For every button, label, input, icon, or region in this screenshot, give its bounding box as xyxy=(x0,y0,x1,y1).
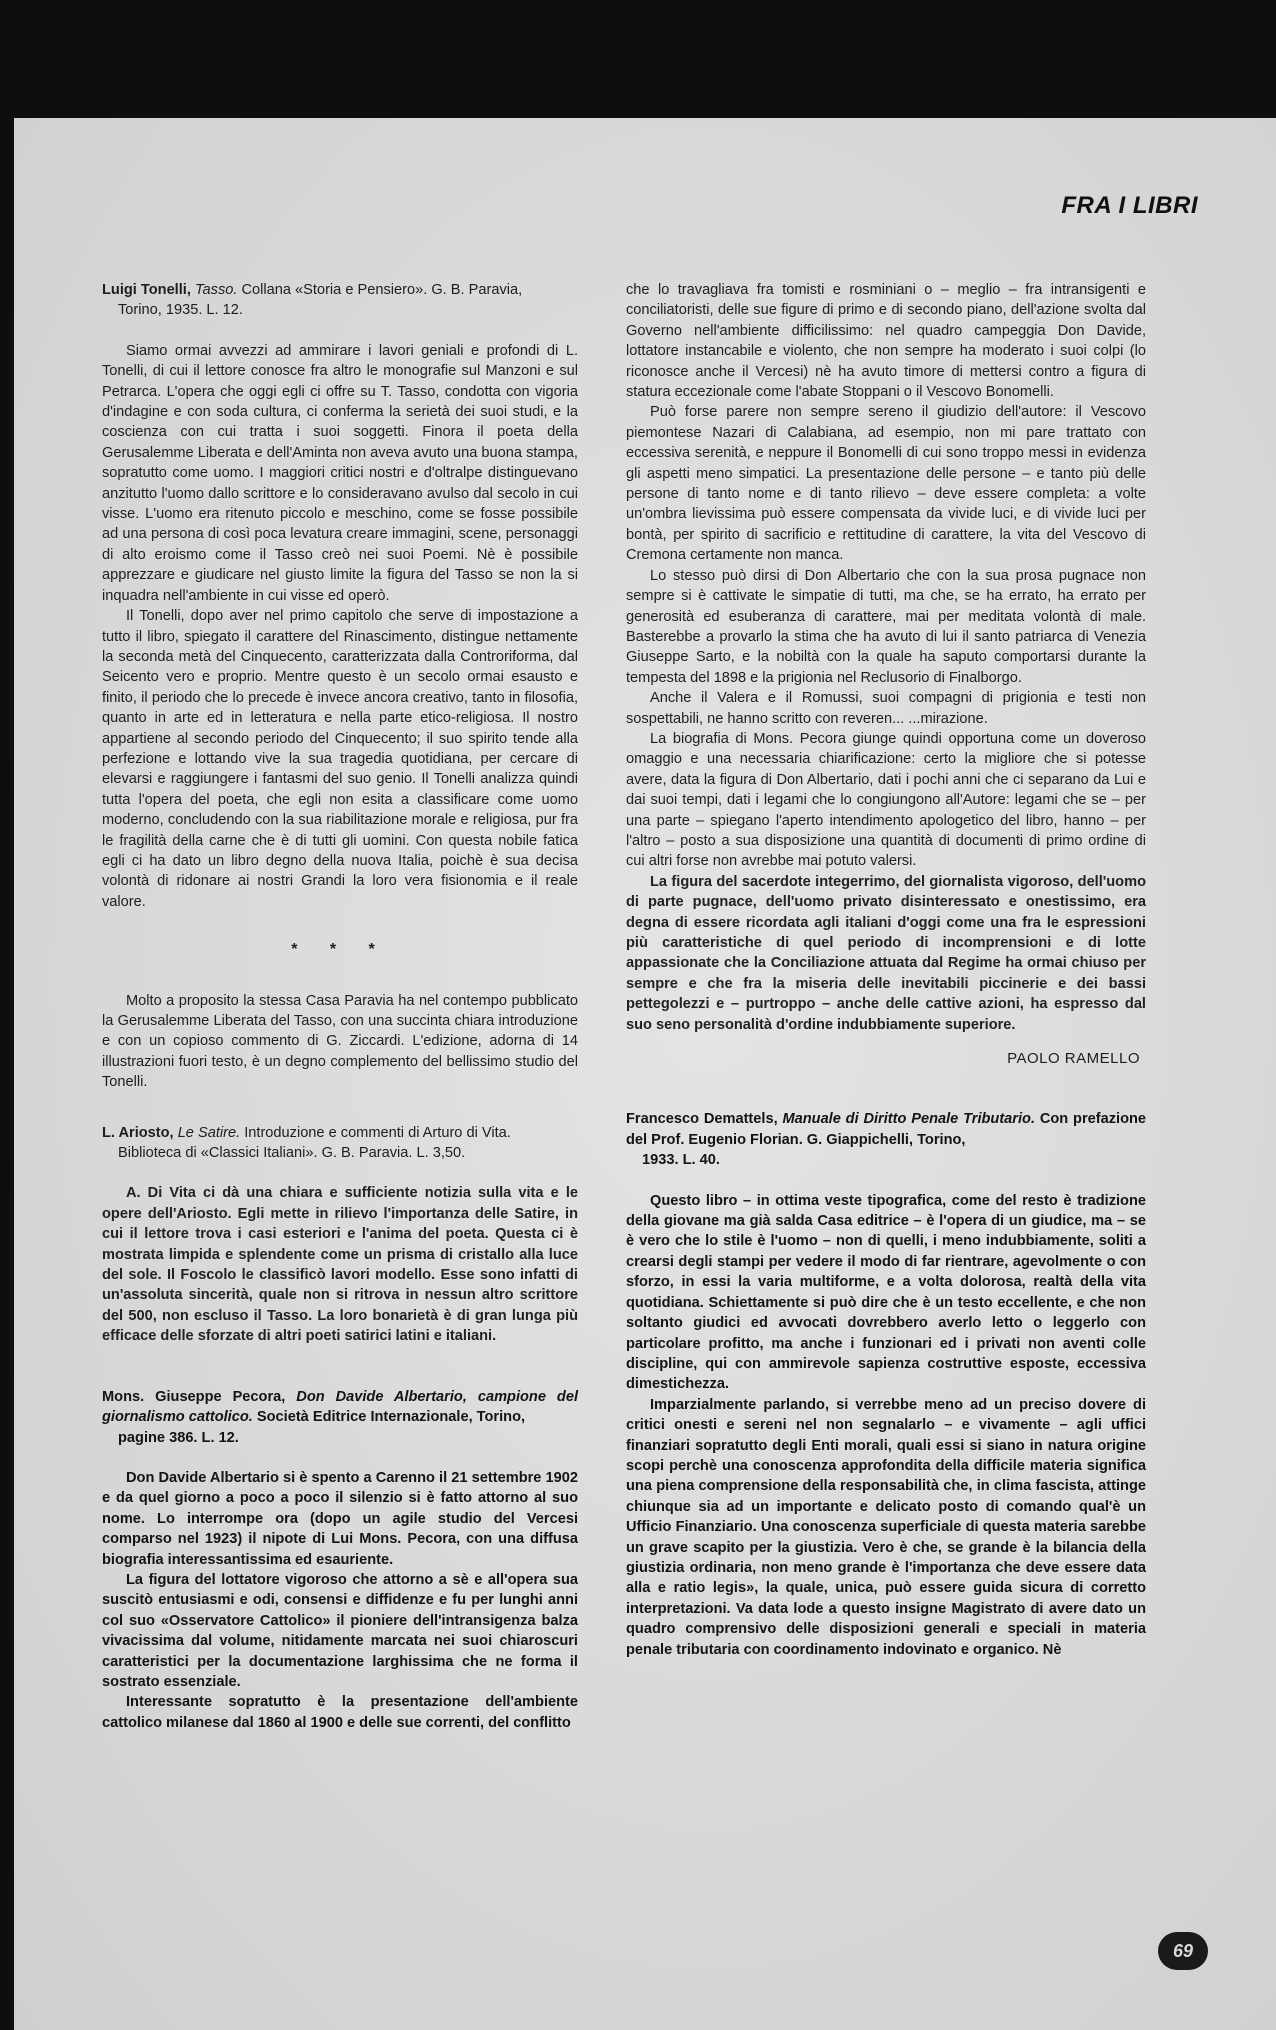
review-paragraph: Può forse parere non sempre sereno il giudizio dell'autore: il Vescovo piemontese Nazari di Calabiana, ad esempio, non mi pare trattato con eccessiva serenità, e neppure il Bonomelli di cui sono troppo messi in evidenza gli aspetti meno simpatici. La presentazione delle persone – e tanto più delle persone di tanto nome e di tanto rilievo – deve essere completa: a volte un'ombra lievissima può essere compensata da vivide luci, e di vivide luci per bontà, per spirito di sacrificio e rettitudine di carattere, la vita del Vescovo di Cremona certamente non manca. xyxy=(626,404,1146,564)
review-publication-line2: Biblioteca di «Classici Italiani». G. B. Paravia. L. 3,50. xyxy=(118,1145,466,1162)
review-paragraph: che lo travagliava fra tomisti e rosminiani o – meglio – fra intransigenti e conciliatoristi, delle sue figure di primo e di secondo piano, dell'azione svolta dal Governo nell'ambiente difficilissimo: nel quadro campeggia Don Davide, lottatore instancabile e violento, che non sempre ha moderato i suoi colpi (lo riconosce anche il Vercesi) nè ha avuto timore di mettersi contro a figura di statura eccezionale come l'abate Stoppani o il Vescovo Bonomelli. xyxy=(626,282,1146,401)
review-work-title: Tasso. xyxy=(194,282,238,298)
review-author: Mons. Giuseppe Pecora, xyxy=(102,1388,286,1405)
review-heading xyxy=(626,1109,1146,1170)
review-paragraph: Lo stesso può dirsi di Don Albertario che con la sua prosa pugnace non sempre si è cattivate le simpatie di tutti, ma che, se ha errato, ha errato per generosità ed esuberanza di carattere, mai per meditata volontà di male. Basterebbe a provarlo la stima che ha avuto di lui il santo patriarca di Venezia Giuseppe Sarto, e la nobiltà con la quale ha saputo comportarsi durante la tempesta del 1898 e la prigionia nel Reclusorio di Finalborgo. xyxy=(626,567,1146,686)
left-column xyxy=(102,280,578,1733)
review-publication-line2: pagine 386. L. 12. xyxy=(118,1429,239,1446)
review-publication: Con prefazione del Prof. Eugenio Florian. G. Giappichelli, Torino, xyxy=(626,1111,1147,1148)
review-work-title: Don Davide Albertario, campione del giornalismo cattolico. xyxy=(102,1388,578,1426)
review-postscript: Molto a proposito la stessa Casa Paravia ha nel contempo pubblicato la Gerusalemme Liberata del Tasso, con una succinta chiara introduzione e con un copioso commento di G. Ziccardi. L'edizione, adorna di 14 illustrazioni fuori testo, è un degno complemento del bellissimo studio del Tonelli. xyxy=(102,992,578,1091)
review-paragraph: La figura del lottatore vigoroso che attorno a sè e all'opera sua suscitò entusiasmi e odi, consensi e diffidenze e fu per lunghi anni col suo «Osservatore Cattolico» il pioniere dell'intransigenza balza vivacissima dal volume, nitidamente marcata nei suoi chiaroscuri caratteristici per la documentazione larghissima che ne forma il sostrato essenziale. xyxy=(102,1571,578,1690)
page-header: FRA I LIBRI xyxy=(1061,192,1198,219)
review-heading xyxy=(102,1387,578,1448)
review-paragraph: La biografia di Mons. Pecora giunge quindi opportuna come un doveroso omaggio e una necessaria chiarificazione: certo la migliore che si potesse avere, data la figura di Don Albertario, dati i pochi anni che ci separano da Lui e dai suoi tempi, dati i legami che lo congiungono all'Autore: legami che se – per una parte – spiegano l'aperto intendimento apologetico del libro, hanno – per l'altro – posto a sua disposizione una quantità di documenti di primo ordine di cui altri forse non avrebbe mai potuto valersi. xyxy=(626,730,1146,870)
page-number: 69 xyxy=(1158,1932,1208,1970)
review-paragraph: Interessante sopratutto è la presentazione dell'ambiente cattolico milanese dal 1860 al 1900 e delle sue correnti, del conflitto xyxy=(102,1694,578,1731)
review-paragraph: Siamo ormai avvezzi ad ammirare i lavori geniali e profondi di L. Tonelli, di cui il lettore conosce fra altro le monografie sul Manzoni e sul Petrarca. L'opera che oggi egli ci offre su T. Tasso, condotta con vigoria d'indagine e con soda cultura, ci conferma la serietà dei suoi studi, e la coscienza con cui tratta i suoi soggetti. Finora il poeta della Gerusalemme Liberata e dell'Aminta non aveva avuto una buona stampa, sopratutto come uomo. I maggiori critici nostri e d'oltralpe distinguevano anzitutto l'uomo dallo scrittore e lo consideravano avulso dal secolo in cui visse. L'uomo era ritenuto piccolo e meschino, come se fosse possibile ad una persona di così poca levatura creare immagini, scene, personaggi di alto eroismo come il Tasso creò nei suoi Poemi. Nè è possibile apprezzare e giudicare nel giusto limite la figura del Tasso se non la si inquadra nell'ambiente in cui visse ed operò. xyxy=(102,342,578,604)
review-publication: Introduzione e commenti di Arturo di Vita. xyxy=(244,1124,511,1141)
review-heading xyxy=(102,280,578,321)
review-paragraph: Anche il Valera e il Romussi, suoi compagni di prigionia e testi non sospettabili, ne hanno scritto con reveren... ...mirazione. xyxy=(626,690,1146,727)
section-separator: * * * xyxy=(291,941,389,959)
review-publication: Collana «Storia e Pensiero». G. B. Paravia, xyxy=(241,282,523,298)
right-column xyxy=(626,280,1146,1660)
review-work-title: Le Satire. xyxy=(177,1124,241,1141)
review-publication-line2: Torino, 1935. L. 12. xyxy=(118,302,243,319)
review-publication: Società Editrice Internazionale, Torino, xyxy=(256,1409,526,1426)
review-paragraph: Questo libro – in ottima veste tipografica, come del resto è tradizione della giovane ma già salda Casa editrice – è l'opera di un giudice, ma – se è vero che lo stile è l'uomo – non di quelli, i meno indubbiamente, soliti a crearsi degli stampi per vedere il modo di far rientrare, agevolmente o con sforzo, in essi la varia multiforme, e a volta dolorosa, realtà della vita quotidiana. Schiettamente si può dire che è un testo eccellente, e che non soltanto giudici ed avvocati dovrebbero averlo letto o leggerlo con particolare profitto, ma anche i funzionari ed i privati non aventi colle discipline, qui con ammirevole sapienza costruttive esposte, eccessiva dimestichezza. xyxy=(626,1192,1146,1393)
review-author: Luigi Tonelli, xyxy=(102,282,191,298)
review-paragraph: A. Di Vita ci dà una chiara e sufficiente notizia sulla vita e le opere dell'Ariosto. Egli mette in rilievo l'importanza delle Satire, in cui il lettore trova i casi esteriori e l'anima del poeta. Questa ci è mostrata limpida e splendente come un prisma di cristallo alla luce del sole. Il Foscolo le classificò lavori modello. Esse sono infatti di un'assoluta sincerità, quale non si ritrova in nessun altro scrittore del 500, non escluso il Tasso. La loro bonarietà è di gran lunga più efficace delle sforzate di altri poeti satirici latini e italiani. xyxy=(102,1185,578,1345)
review-work-title: Manuale di Diritto Penale Tributario. xyxy=(782,1111,1036,1128)
review-heading xyxy=(102,1123,578,1164)
review-paragraph: Don Davide Albertario si è spento a Carenno il 21 settembre 1902 e da quel giorno a poco a poco il silenzio si è fatto attorno al suo nome. Lo interrompe ora (dopo un agile studio del Vercesi comparso nel 1923) il nipote di Lui Mons. Pecora, con una diffusa biografia interessantissima ed esauriente. xyxy=(102,1469,578,1568)
review-publication-line2: 1933. L. 40. xyxy=(642,1152,720,1169)
review-paragraph: La figura del sacerdote integerrimo, del giornalista vigoroso, dell'uomo di parte pugnace, dell'uomo privato disinteressato e onestissimo, era degna di essere ricordata agli italiani d'oggi come una fra le espressioni più caratteristiche di quel periodo di incomprensioni e di lotte appassionate che la Conciliazione attuata dal Regime ha ormai chiuso per sempre e che fra la miseria delle inevitabili piccinerie e dei bassi pettegolezzi e – purtroppo – anche delle cattive azioni, ha espresso dal suo seno personalità d'ordine indubbiamente superiore. xyxy=(626,873,1146,1033)
review-author: Francesco Demattels, xyxy=(626,1111,778,1128)
document-page xyxy=(14,118,1276,2030)
review-paragraph: Imparzialmente parlando, si verrebbe meno ad un preciso dovere di critici onesti e sereni nel non segnalarlo – e vivamente – agli uffici finanziari sopratutto degli Enti morali, quali essi si siano in natura origine scopi perchè una conoscenza approfondita della difficile materia significa una piena comprensione della responsabilità che, in clima fascista, attinge chiunque sia ad un importante e delicato posto di comando qual'è un Ufficio Finanziario. Una conoscenza superficiale di questa materia sarebbe un grave scapito per la giustizia. Vero è che, se grande è la bilancia della giustizia ordinaria, non meno grande è l'importanza che deve essere data alla e ratio legis», la quale, unica, può essere guida sicura di corretto interpretazioni. Va data lode a questo insigne Magistrato di avere dato un quadro comprensivo delle disposizioni generali e speciali in materia penale tributaria con coordinamento indovinato e organico. Nè xyxy=(626,1396,1146,1658)
review-author: L. Ariosto, xyxy=(102,1124,174,1141)
review-signature: PAOLO RAMELLO xyxy=(1007,1050,1140,1068)
review-paragraph: Il Tonelli, dopo aver nel primo capitolo che serve di impostazione a tutto il libro, spiegato il carattere del Rinascimento, distingue nettamente la seconda metà del Cinquecento, caratterizzata dalla Controriforma, dal Seicento vero e proprio. Mentre questo è un secolo ormai esausto e finito, il periodo che lo precede è invece ancora creativo, tanto in filosofia, quanto in arte ed in letteratura e nella parte etico-religiosa. Il nostro appartiene al secondo periodo del Cinquecento; il suo spirito tende alla perfezione e lottando vive la sua tragedia quotidiana, per cercare di elevarsi e raggiungere i fantasmi del suo genio. Il Tonelli analizza quindi tutta l'opera del poeta, che egli non esita a classificare come uomo moderno, concludendo con la sua riabilitazione morale e religiosa, pur fra le fragilità della carne che è di tutti gli uomini. Con questa nobile fatica egli ci ha dato un libro degno della nuova Italia, poichè è sua decisa volontà di ridonare ai nostri Grandi la loro vera fisionomia e il reale valore. xyxy=(102,608,578,910)
